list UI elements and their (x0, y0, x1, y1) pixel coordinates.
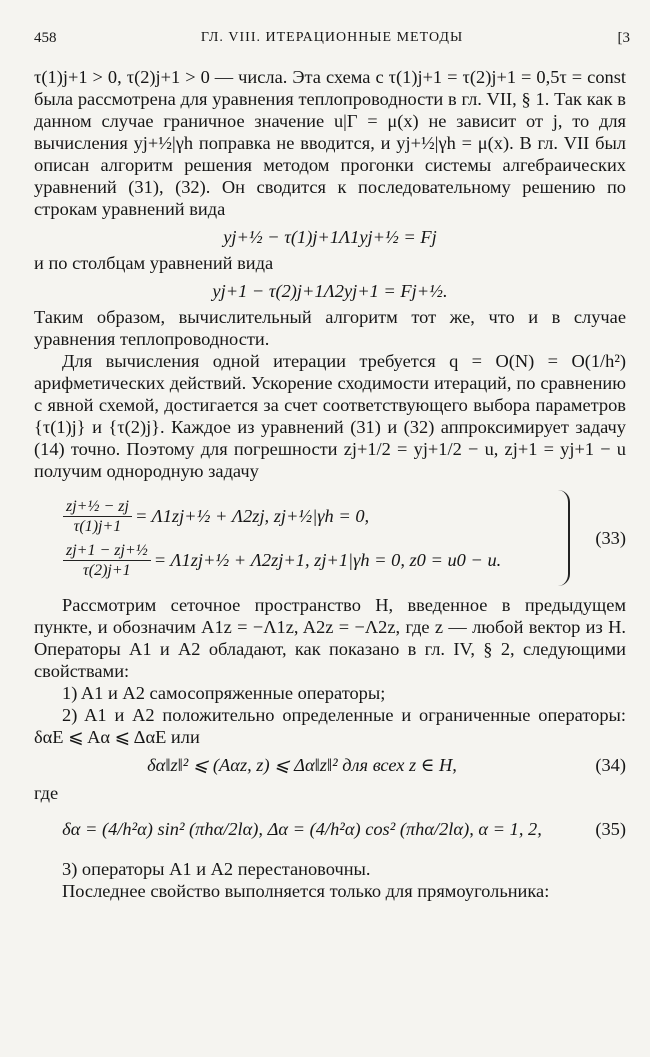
equation-system-33 (34, 490, 626, 586)
paragraph-3: Таким образом, вычислительный алгоритм тот же, что и в случае уравнения теплопроводности. (34, 307, 626, 349)
equation-35: δα = (4/h²α) sin² (πhα/2lα), Δα = (4/h²α) cos² (πhα/2lα), α = 1, 2, (35) (62, 819, 626, 839)
list-item-3: 3) операторы A1 и A2 перестановочны. (62, 859, 371, 879)
running-title: ГЛ. VIII. ИТЕРАЦИОННЫЕ МЕТОДЫ (200, 30, 464, 45)
equation-34: δα‖z‖² ⩽ (Aαz, z) ⩽ Δα‖z‖² для всех z ∈ H, (34) (147, 755, 626, 775)
fraction-1: $\frac{\text{zj+½ − zj}}{\tau(1)j+1}$ (63, 497, 132, 536)
page-body (34, 66, 626, 902)
section-mark: [3 (617, 30, 630, 46)
equation-row-sweep: yj+½ − τ(1)j+1Λ1yj+½ = Fj (223, 227, 437, 247)
equation-column-sweep: yj+1 − τ(2)j+1Λ2yj+1 = Fj+½. (212, 281, 448, 301)
paragraph-6: Последнее свойство выполняется только для прямоугольника: (62, 881, 550, 901)
fraction-2: $\frac{\text{zj+1 − zj+½}}{\tau(2)j+1}$ (63, 541, 151, 580)
where-label: где (34, 783, 59, 803)
properties-list (34, 682, 626, 748)
system-33-row-2: $\frac{\text{zj+1 − zj+½}}{\tau(2)j+1}$ = Λ1zj+½ + Λ2zj+1, zj+1|γh = 0, z0 = u0 − u. (60, 538, 550, 582)
paragraph-2: и по столбцам уравнений вида (34, 253, 274, 273)
list-item-2: 2) A1 и A2 положительно определенные и ограниченные операторы: δαE ⩽ Aα ⩽ ΔαE или (34, 705, 626, 747)
right-brace (550, 490, 570, 586)
list-item-1: 1) A1 и A2 самосопряженные операторы; (62, 683, 386, 703)
equation-number-35: (35) (595, 819, 626, 839)
paragraph-4: Для вычисления одной итерации требуется q = O(N) = O(1/h²) арифметических действий. Ускорение сходимости итераций, по сравнению с явной схемой, достигается за счет соответствующего выбора параметров {τ(1)j} и {τ(2)j}. Каждое из уравнений (31) и (32) аппроксимирует задачу (14) точно. Поэтому для погрешности zj+1/2 = yj+1/2 − u, zj+1 = yj+1 − u получим однородную задачу (34, 351, 626, 481)
paragraph-5: Рассмотрим сеточное пространство H, введенное в предыдущем пункте, и обозначим A1z = −Λ1z, A2z = −Λ2z, где z — любой вектор из H. Операторы A1 и A2 обладают, как показано в гл. IV, § 2, следующими свойствами: (34, 595, 626, 681)
equation-number-33: (33) (595, 528, 626, 548)
equation-number-34: (34) (595, 755, 626, 775)
system-33-row-1: $\frac{\text{zj+½ − zj}}{\tau(1)j+1}$ = Λ1zj+½ + Λ2zj, zj+½|γh = 0, (60, 494, 550, 538)
page-number: 458 (34, 30, 57, 46)
page-header (34, 30, 630, 52)
paragraph-1: τ(1)j+1 > 0, τ(2)j+1 > 0 — числа. Эта схема с τ(1)j+1 = τ(2)j+1 = 0,5τ = const была рассмотрена для уравнения теплопроводности в гл. VII, § 1. Так как в данном случае граничное значение u|Γ = μ(x) не зависит от j, то для вычисления yj+½|γh поправка не вводится, и yj+½|γh = μ(x). В гл. VII был описан алгоритм решения методом прогонки системы алгебраических уравнений (31), (32). Он сводится к последовательному решению по строкам уравнений вида (34, 67, 626, 219)
